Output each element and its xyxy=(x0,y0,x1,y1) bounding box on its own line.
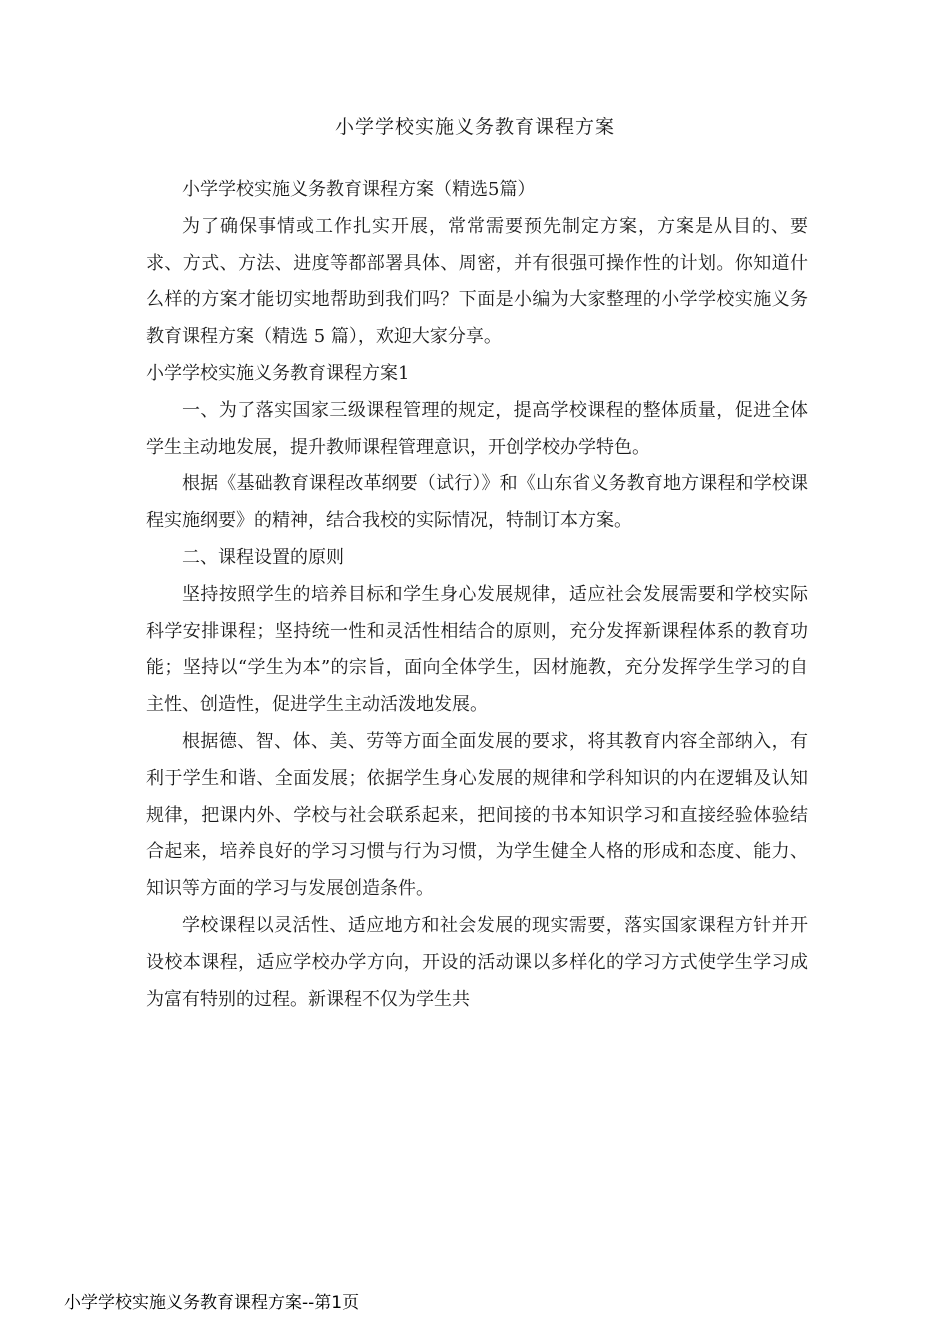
page-footer: 小学学校实施义务教育课程方案--第1页 xyxy=(64,1293,360,1313)
body-paragraph: 根据《基础教育课程改革纲要（试行）》和《山东省义务教育地方课程和学校课程实施纲要》的精神，结合我校的实际情况，特制订本方案。 xyxy=(146,473,808,532)
document-body xyxy=(146,172,808,1018)
subtitle-paragraph: 小学学校实施义务教育课程方案（精选5篇） xyxy=(182,179,536,200)
document-title: 小学学校实施义务教育课程方案 xyxy=(334,116,615,138)
body-paragraph: 学校课程以灵活性、适应地方和社会发展的现实需要，落实国家课程方针并开设校本课程，适应学校办学方向，开设的活动课以多样化的学习方式使学生学习成为富有特别的过程。新课程不仅为学生共 xyxy=(146,914,808,1010)
intro-paragraph: 为了确保事情或工作扎实开展，常常需要预先制定方案，方案是从目的、要求、方式、方法、进度等都部署具体、周密，并有很强可操作性的计划。你知道什么样的方案才能切实地帮助到我们吗？下面是小编为大家整理的小学学校实施义务教育课程方案（精选 5 篇），欢迎大家分享。 xyxy=(146,215,808,348)
section-heading: 小学学校实施义务教育课程方案1 xyxy=(146,362,410,384)
body-paragraph: 根据德、智、体、美、劳等方面全面发展的要求，将其教育内容全部纳入，有利于学生和谐、全面发展；依据学生身心发展的规律和学科知识的内在逻辑及认知规律，把课内外、学校与社会联系起来，把间接的书本知识学习和直接经验体验结合起来，培养良好的学习习惯与行为习惯，为学生健全人格的形成和态度、能力、知识等方面的学习与发展创造条件。 xyxy=(146,730,808,900)
body-paragraph: 坚持按照学生的培养目标和学生身心发展规律，适应社会发展需要和学校实际科学安排课程；坚持统一性和灵活性相结合的原则，充分发挥新课程体系的教育功能；坚持以“学生为本”的宗旨，面向全体学生，因材施教，充分发挥学生学习的自主性、创造性，促进学生主动活泼地发展。 xyxy=(146,583,808,716)
body-paragraph: 一、为了落实国家三级课程管理的规定，提高学校课程的整体质量，促进全体学生主动地发展，提升教师课程管理意识，开创学校办学特色。 xyxy=(146,399,808,458)
subsection-heading: 二、课程设置的原则 xyxy=(182,546,344,568)
